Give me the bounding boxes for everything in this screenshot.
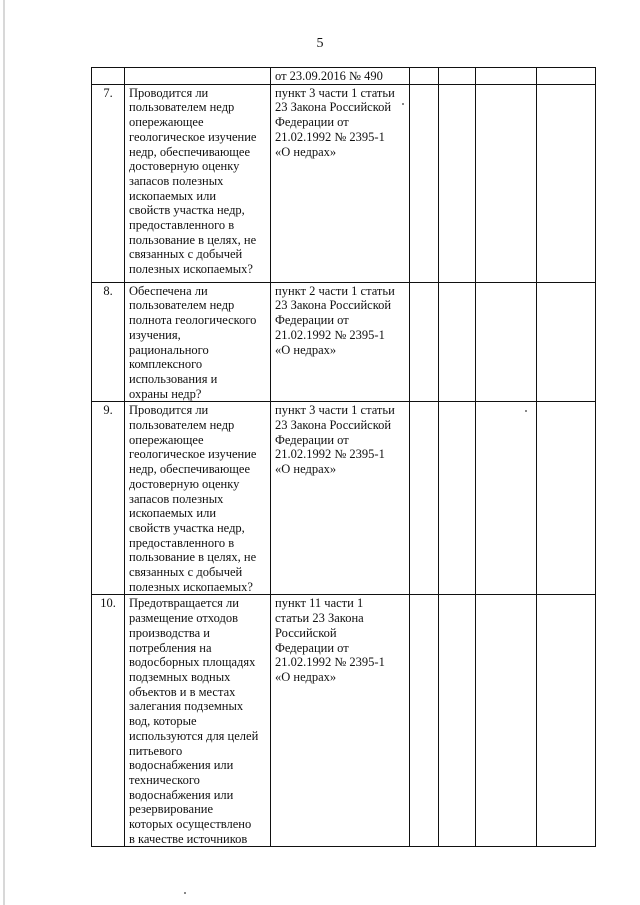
- answer-cell-yes: [410, 282, 439, 402]
- answer-cell-no: [439, 282, 476, 402]
- page-number: 5: [316, 36, 324, 51]
- note-cell: [537, 68, 596, 85]
- answer-cell-not-applicable: [476, 68, 537, 85]
- answer-cell-yes: [410, 84, 439, 282]
- answer-cell-no: [439, 84, 476, 282]
- question-text: Обеспечена ли пользователем недр полнота геологического изучения, рационального комплексного использования и охраны недр?: [125, 282, 271, 402]
- answer-cell-yes: [410, 595, 439, 847]
- answer-cell-not-applicable: [476, 595, 537, 847]
- question-text: Проводится ли пользователем недр опережающее геологическое изучение недр, обеспечивающее достоверную оценку запасов полезных ископаемых или свойств участка недр, предоставленного в пользование в целях, не связанных с добычей полезных ископаемых?: [125, 84, 271, 282]
- answer-cell-yes: [410, 402, 439, 595]
- row-number: [92, 68, 125, 85]
- table-row: [92, 84, 596, 282]
- note-cell: [537, 595, 596, 847]
- answer-cell-no: [439, 595, 476, 847]
- answer-cell-no: [439, 68, 476, 85]
- table-row: [92, 68, 596, 85]
- question-text: Предотвращается ли размещение отходов производства и потребления на водосборных площадях подземных водных объектов и в местах залегания подземных вод, которые используются для целей питьевого водоснабжения или технического водоснабжения или резервирование которых осуществлено в качестве источников: [125, 595, 271, 847]
- table-row: [92, 595, 596, 847]
- note-cell: [537, 84, 596, 282]
- answer-cell-yes: [410, 68, 439, 85]
- scan-speck: [184, 892, 186, 894]
- row-number: 8.: [92, 282, 125, 402]
- table-row: [92, 282, 596, 402]
- row-number: 9.: [92, 402, 125, 595]
- scan-edge: [3, 0, 5, 905]
- checklist-table: [91, 67, 596, 847]
- legal-reference: пункт 2 части 1 статьи 23 Закона Российской Федерации от 21.02.1992 № 2395-1 «О недрах»: [271, 282, 410, 402]
- table-row: [92, 402, 596, 595]
- legal-reference: от 23.09.2016 № 490: [271, 68, 410, 85]
- answer-cell-not-applicable: [476, 282, 537, 402]
- legal-reference: пункт 11 части 1 статьи 23 Закона Российской Федерации от 21.02.1992 № 2395-1 «О недрах»: [271, 595, 410, 847]
- answer-cell-not-applicable: [476, 84, 537, 282]
- note-cell: [537, 282, 596, 402]
- row-number: 10.: [92, 595, 125, 847]
- row-number: 7.: [92, 84, 125, 282]
- legal-reference: пункт 3 части 1 статьи 23 Закона Российской Федерации от 21.02.1992 № 2395-1 «О недрах»: [271, 402, 410, 595]
- answer-cell-not-applicable: [476, 402, 537, 595]
- note-cell: [537, 402, 596, 595]
- question-text: [125, 68, 271, 85]
- answer-cell-no: [439, 402, 476, 595]
- question-text: Проводится ли пользователем недр опережающее геологическое изучение недр, обеспечивающее достоверную оценку запасов полезных ископаемых или свойств участка недр, предоставленного в пользование в целях, не связанных с добычей полезных ископаемых?: [125, 402, 271, 595]
- legal-reference: пункт 3 части 1 статьи 23 Закона Российской Федерации от 21.02.1992 № 2395-1 «О недрах»: [271, 84, 410, 282]
